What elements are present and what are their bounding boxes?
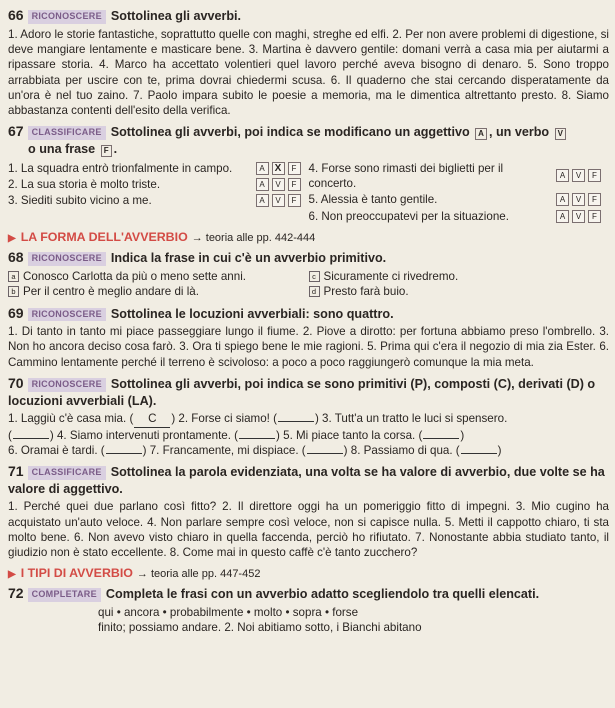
- section-heading: I TIPI DI AVVERBIO: [20, 565, 133, 580]
- choice-box[interactable]: F: [588, 169, 601, 182]
- answer-blank[interactable]: [423, 438, 459, 439]
- sentence-text: ) 5. Mi piace tanto la corsa. (: [276, 428, 423, 442]
- choice-box[interactable]: F: [288, 178, 301, 191]
- sentence-text: ): [497, 443, 502, 457]
- choice-box[interactable]: F: [288, 162, 301, 175]
- section-title: [8, 229, 609, 246]
- exercise-number: 68: [8, 249, 24, 266]
- word-list: qui • ancora • probabilmente • molto • sopra • forse: [98, 605, 359, 619]
- exercise-title: Sottolinea gli avverbi.: [110, 9, 242, 23]
- exercise-72: [8, 584, 609, 635]
- sentence-text: ) 8. Passiamo di qua. (: [343, 443, 460, 457]
- option-d[interactable]: [309, 284, 610, 299]
- theory-reference: → teoria alle pp. 447-452: [136, 567, 261, 580]
- exercise-67: [8, 122, 609, 224]
- exercise-70-line-3: [8, 443, 609, 458]
- exercise-68-options: [8, 269, 609, 300]
- items-right-column: [309, 160, 610, 225]
- sentence-text: ): [460, 428, 465, 442]
- exercise-72-header: [8, 584, 609, 603]
- exercise-tag: RICONOSCERE: [28, 308, 106, 322]
- exercise-tag: RICONOSCERE: [28, 10, 106, 24]
- choice-box[interactable]: A: [256, 194, 269, 207]
- theory-reference: → teoria alle pp. 442-444: [191, 231, 316, 244]
- answer-blank[interactable]: [239, 438, 275, 439]
- choice-box[interactable]: V: [572, 193, 585, 206]
- exercise-66: [8, 6, 609, 118]
- sentence-text: ) 4. Siamo intervenuti prontamente. (: [49, 428, 239, 442]
- exercise-68-header: [8, 248, 609, 267]
- exercise-69-header: [8, 304, 609, 323]
- exercise-71: [8, 462, 609, 560]
- answer-blank[interactable]: [278, 421, 314, 422]
- items-left-column: [8, 160, 309, 225]
- sentence-text: ) 7. Francamente, mi dispiace. (: [142, 443, 306, 457]
- exercise-72-text: finito; possiamo andare. 2. Noi abitiamo sotto, i Bianchi abitano: [98, 620, 422, 634]
- choice-box[interactable]: F: [288, 194, 301, 207]
- exercise-number: 69: [8, 304, 24, 321]
- exercise-title: Sottolinea gli avverbi, poi indica se modificano un aggettivo: [110, 125, 470, 140]
- item-text: 4. Forse sono rimasti dei biglietti per il concerto.: [308, 161, 504, 190]
- option-key: c: [309, 271, 320, 282]
- exercise-title-part: .: [113, 142, 118, 156]
- exercise-71-header: [8, 462, 609, 497]
- choice-box[interactable]: V: [272, 194, 285, 207]
- list-item: [8, 161, 309, 176]
- choice-box[interactable]: A: [256, 178, 269, 191]
- list-item: [309, 192, 610, 207]
- choice-box[interactable]: A: [556, 210, 569, 223]
- sentence-text: ) 3. Tutt'a un tratto le luci si spensero.: [314, 412, 508, 426]
- triangle-icon: ▶: [8, 232, 16, 244]
- answer-blank[interactable]: [13, 438, 49, 439]
- item-text: 3. Siediti subito vicino a me.: [8, 194, 152, 208]
- option-text: Conosco Carlotta da più o meno sette anni.: [23, 269, 246, 283]
- option-c[interactable]: [309, 269, 610, 284]
- exercise-title: Sottolinea le locuzioni avverbiali: sono quattro.: [110, 306, 394, 321]
- option-key: d: [309, 286, 320, 297]
- option-text: Per il centro è meglio andare di là.: [23, 285, 199, 299]
- exercise-67-header: [8, 122, 609, 157]
- list-item: [8, 177, 309, 192]
- exercise-title: Sottolinea gli avverbi, poi indica se sono primitivi (P), composti (C), derivati (D) o locuzioni avverbiali (LA).: [8, 377, 596, 408]
- choice-box[interactable]: F: [588, 193, 601, 206]
- exercise-70-line-2: [8, 428, 609, 443]
- exercise-number: 70: [8, 375, 24, 392]
- exercise-title: Indica la frase in cui c'è un avverbio primitivo.: [110, 251, 387, 266]
- exercise-title: Completa le frasi con un avverbio adatto scegliendolo tra quelli elencati.: [105, 587, 540, 602]
- sentence-text: ) 2. Forse ci siamo! (: [171, 412, 277, 426]
- exercise-71-text: 1. Perché quei due parlano così fitto? 2. Il direttore oggi ha un pomeriggio fitto di impegni. 3. Mio cugino ha acquistato un'auto veloce. 4. Non parlare sempre così veloce, non si capisce nulla. 5. Metti il cappotto chiaro, ti sta molto bene. 6. Non avevo visto chiaro in quella faccenda, perciò ho rifiutato. 7. Nonostante abbia studiato tanto, il giudizio non è stato eccellente. 8. Come mai in questo caffè c'è tanto zucchero?: [8, 500, 609, 560]
- exercise-69: [8, 304, 609, 371]
- exercise-tag: CLASSIFICARE: [28, 126, 106, 140]
- exercise-number: 66: [8, 7, 24, 23]
- option-b[interactable]: [8, 284, 309, 299]
- exercise-number: 72: [8, 585, 24, 602]
- list-item: [309, 209, 610, 224]
- item-text: 2. La sua storia è molto triste.: [8, 177, 161, 191]
- section-heading: LA FORMA DELL'AVVERBIO: [20, 229, 188, 244]
- exercise-70-line-1: [8, 411, 609, 427]
- exercise-69-text: 1. Di tanto in tanto mi piace passeggiare lungo il fiume. 2. Piove a dirotto: per fortuna abbiamo preso l'ombrello. 3. Non ho ancora deciso cosa farò. 3. Ora ti spiego bene le mie ragioni. 5. Prima qui c'era il negozio di mia zia Ester. 6. Cammino lentamente perché il terreno è scivoloso: a poco a poco raggiungerò comunque la mia meta.: [8, 325, 609, 369]
- option-text: Sicuramente ci rivedremo.: [323, 269, 459, 283]
- exercise-tag: RICONOSCERE: [28, 378, 106, 392]
- option-a[interactable]: [8, 269, 309, 284]
- exercise-66-text: 1. Adoro le storie fantastiche, soprattutto quelle con maghi, streghe ed elfi. 2. Per non avere problemi di digestione, si deve mangiare lentamente e masticare bene. 3. Martina è davvero gentile: domani verrà a casa mia per aiutarmi a ripassare storia. 4. Marco ha accettato volentieri quel lavoro perché aveva bisogno di denaro. 5. Sono troppo arrabbiata per uscire con te, prima dovrai chiedermi scusa. 6. Il quaderno che stai cercando disperatamente da un'ora è nel tuo zaino. 7. Paolo impara subito le poesie a memoria, ma le dimentica altrettanto presto. 8. Siamo abbastanza contenti dell'esito della verifica.: [8, 27, 609, 118]
- exercise-66-header: [8, 6, 609, 25]
- answer-blank[interactable]: [461, 453, 497, 454]
- choice-box[interactable]: V: [572, 169, 585, 182]
- exercise-number: 67: [8, 123, 24, 140]
- exercise-70-header: [8, 374, 609, 409]
- exercise-67-items: [8, 160, 609, 225]
- list-item: [309, 161, 610, 192]
- exercise-tag: COMPLETARE: [28, 588, 101, 602]
- sentence-text: (: [8, 428, 12, 442]
- option-key: b: [8, 286, 19, 297]
- item-text: 6. Non preoccupatevi per la situazione.: [308, 209, 509, 223]
- exercise-70: [8, 374, 609, 458]
- choice-box[interactable]: A: [556, 169, 569, 182]
- choice-box[interactable]: V: [572, 210, 585, 223]
- item-text: 5. Alessia è tanto gentile.: [308, 193, 438, 207]
- option-text: Presto farà buio.: [323, 285, 409, 299]
- answer-blank[interactable]: C: [134, 411, 170, 427]
- triangle-icon: ▶: [8, 568, 16, 580]
- exercise-title-part: o una frase: [28, 142, 96, 156]
- list-item: [8, 193, 309, 208]
- item-text: 1. La squadra entrò trionfalmente in campo.: [8, 161, 233, 175]
- exercise-68: [8, 248, 609, 299]
- exercise-number: 71: [8, 463, 24, 480]
- exercise-title: Sottolinea la parola evidenziata, una volta se ha valore di avverbio, due volte se ha valore di aggettivo.: [8, 465, 605, 496]
- exercise-tag: RICONOSCERE: [28, 252, 106, 266]
- sentence-text: 1. Laggiù c'è casa mia. (: [8, 412, 134, 426]
- answer-blank[interactable]: [106, 453, 142, 454]
- code-box-f: F: [101, 145, 112, 157]
- code-box-a: A: [475, 128, 487, 140]
- choice-box[interactable]: V: [272, 178, 285, 191]
- section-title: [8, 565, 609, 582]
- sentence-text: 6. Oramai è tardi. (: [8, 443, 105, 457]
- exercise-tag: CLASSIFICARE: [28, 466, 106, 480]
- code-box-v: V: [555, 128, 566, 140]
- exercise-title-part: , un verbo: [488, 125, 550, 140]
- choice-box[interactable]: A: [256, 162, 269, 175]
- choice-box[interactable]: F: [588, 210, 601, 223]
- option-key: a: [8, 271, 19, 282]
- answer-blank[interactable]: [307, 453, 343, 454]
- choice-box-checked[interactable]: X: [272, 162, 285, 175]
- choice-box[interactable]: A: [556, 193, 569, 206]
